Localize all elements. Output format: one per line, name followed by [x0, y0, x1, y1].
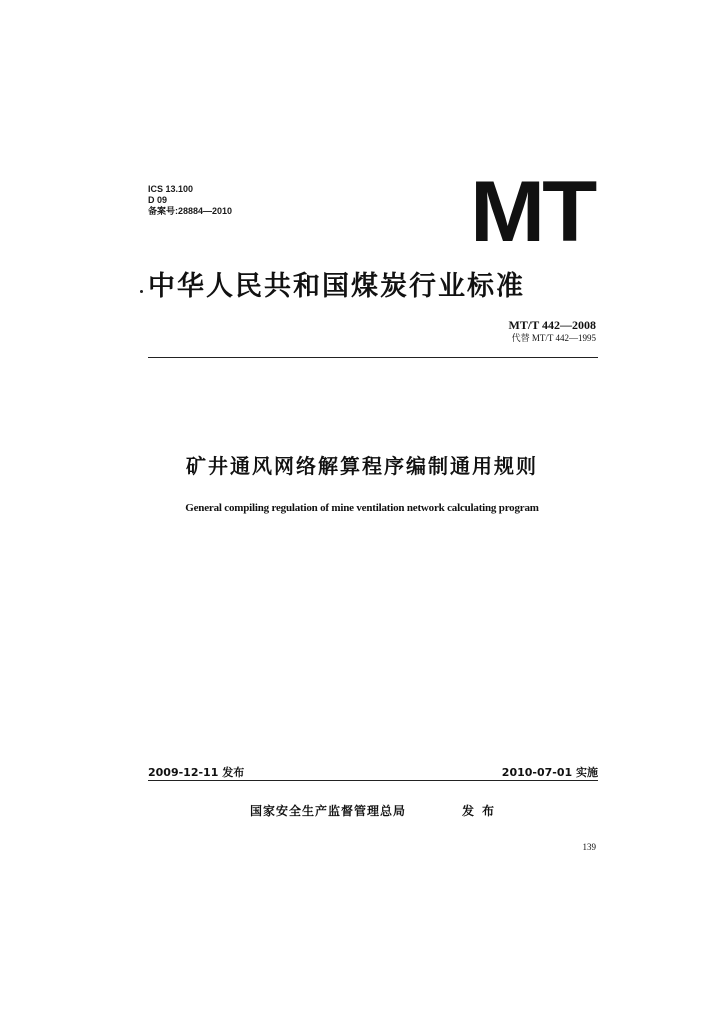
page-number: 139 — [582, 842, 596, 852]
filing-number: 备案号:28884—2010 — [148, 206, 233, 216]
scan-dot — [140, 290, 143, 293]
ics-code: ICS 13.100 — [148, 184, 194, 194]
implementation-date: 2010-07-01 实施 — [501, 766, 598, 779]
classification-block — [148, 184, 232, 217]
standard-code: MT/T 442—2008 — [508, 318, 596, 332]
header-divider — [148, 357, 598, 358]
issue-label: 发布 — [462, 804, 503, 818]
footer-divider — [148, 780, 598, 781]
standard-category-title: 中华人民共和国煤炭行业标准 — [148, 271, 525, 302]
issuing-authority: 国家安全生产监督管理总局 — [250, 804, 407, 818]
document-title-chinese: 矿井通风网络解算程序编制通用规则 — [186, 454, 538, 478]
issue-date: 2009-12-11 发布 — [148, 766, 245, 779]
standard-code-block — [509, 318, 596, 344]
ccs-code: D 09 — [148, 195, 168, 205]
document-title-english: General compiling regulation of mine ventilation network calculating program — [185, 502, 539, 514]
mt-logo: MT — [470, 164, 595, 260]
replaced-standard: 代替 MT/T 442—1995 — [511, 333, 596, 343]
